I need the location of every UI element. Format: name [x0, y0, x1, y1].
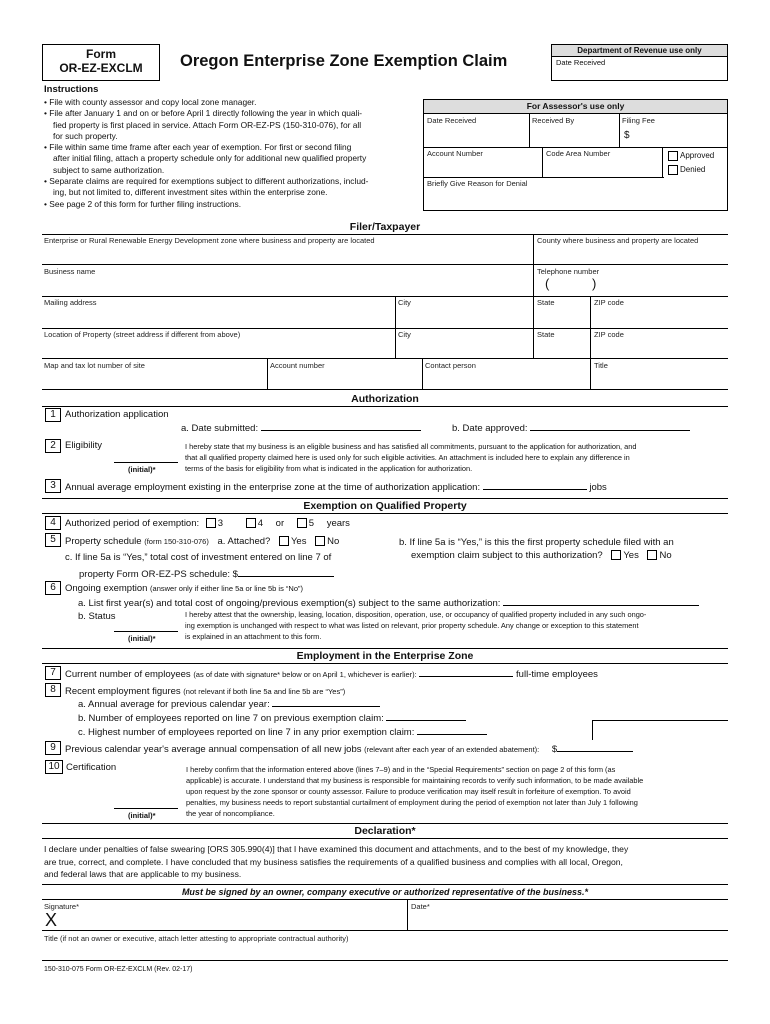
line-5-number: 5: [45, 533, 61, 547]
instruction-item: ing, but not limited to, different investment sites within the enterprise zone.: [53, 187, 328, 198]
line-1-number: 1: [45, 408, 61, 422]
first-schedule-yes-checkbox[interactable]: [611, 550, 621, 560]
jobs-field[interactable]: [483, 489, 587, 490]
denied-checkbox[interactable]: [668, 165, 678, 175]
dor-use-box: [551, 44, 728, 81]
compensation-field[interactable]: [557, 751, 633, 752]
initial-label-10: (initial)*: [128, 811, 156, 820]
annual-average-field[interactable]: [272, 706, 380, 707]
zip2-label: ZIP code: [594, 330, 624, 339]
state-label: State: [537, 298, 555, 307]
business-name-label: Business name: [44, 267, 96, 276]
declaration-text: I declare under penalties of false swearing [ORS 305.990(4)] that I have examined this document and attachments, and to the best of my knowledge, they are true, correct, and complete. I have concluded that my business satisfies the requirements of a qualified business and complies with all local, Oregon, and federal laws that are applicable to my business.: [44, 844, 629, 879]
assessor-filing-fee: Filing Fee: [622, 116, 655, 125]
highest-employees-field[interactable]: [417, 734, 487, 735]
approved-checkbox[interactable]: [668, 151, 678, 161]
date-approved-field[interactable]: [530, 430, 690, 431]
phone-area-open: (: [545, 276, 550, 291]
zip-label: ZIP code: [594, 298, 624, 307]
mailing-address-label: Mailing address: [44, 298, 97, 307]
initial-line-10[interactable]: [114, 808, 178, 809]
instructions-heading: Instructions: [44, 84, 99, 95]
instruction-item: • File with county assessor and copy local zone manager.: [44, 97, 257, 107]
footer-form-rev: 150-310-075 Form OR-EZ-EXCLM (Rev. 02-17): [44, 966, 193, 973]
instruction-item: • File after January 1 and on or before April 1 directly following the year in which quali-: [44, 108, 363, 119]
line-8: Recent employment figures (not relevant if both line 5a and line 5b are “Yes”): [65, 686, 346, 697]
period-5-checkbox[interactable]: [297, 518, 307, 528]
zone-label: Enterprise or Rural Renewable Energy Development zone where business and property are located: [44, 236, 375, 245]
must-sign-note: Must be signed by an owner, company executive or authorized representative of the business.*: [181, 887, 589, 897]
current-employees-field[interactable]: [419, 676, 513, 677]
title-field[interactable]: [42, 960, 728, 961]
line-3-number: 3: [45, 479, 61, 493]
ongoing-exemption-field[interactable]: [503, 605, 699, 606]
line-10-label: Certification: [66, 762, 117, 773]
first-schedule-no-checkbox[interactable]: [647, 550, 657, 560]
line-7: Current number of employees (as of date with signature* below or on April 1, whichever is earlier): full-time employees: [65, 669, 598, 680]
line-2-label: Eligibility: [65, 440, 102, 451]
line-4-number: 4: [45, 516, 61, 530]
assessor-account-number: Account Number: [427, 149, 483, 158]
previous-claim-employees-field[interactable]: [386, 720, 466, 721]
filer-section-title: Filer/Taxpayer: [349, 221, 421, 233]
employment-title: Employment in the Enterprise Zone: [296, 650, 474, 662]
line-6a: a. List first year(s) and total cost of ongoing/previous exemption(s) subject to the same authorization:: [78, 598, 699, 609]
declaration-title: Declaration*: [354, 825, 416, 837]
approved-option[interactable]: Approved: [668, 151, 714, 161]
attached-no-checkbox[interactable]: [315, 536, 325, 546]
date-approved: b. Date approved:: [452, 423, 690, 434]
line-6: Ongoing exemption (answer only if either line 5a or line 5b is “No”): [65, 583, 304, 594]
line-8-number: 8: [45, 683, 61, 697]
line-9-number: 9: [45, 741, 61, 755]
county-label: County where business and property are located: [537, 236, 699, 245]
line-7-number: 7: [45, 666, 61, 680]
instruction-item: • File within same time frame after each year of exemption. For first or second filing: [44, 142, 352, 153]
line-4: Authorized period of exemption: 3 4 or 5 years: [65, 518, 350, 529]
telephone-label: Telephone number: [537, 267, 600, 276]
attached-yes-checkbox[interactable]: [279, 536, 289, 546]
assessor-box: [423, 99, 728, 211]
date-submitted-field[interactable]: [261, 430, 421, 431]
city2-label: City: [398, 330, 411, 339]
certification-text: I hereby confirm that the information entered above (lines 7–9) and in the “Special Requirements” section on page 2 of this form (as applicable) is accurate. I understand that my business is responsible for maintaining records to verify such information, to be made available upon request by the zone sponsor or county assessor. Failure to produce verification may itself result in forfeiture of exemption. To avoid penalties, my business needs to report substantial curtailment of employment during the period of exemption not later than July 1 following the year of noncompliance.: [186, 765, 644, 818]
instruction-item: fied property is first placed in service. Attach Form OR-EZ-PS (150-310-076), for all: [53, 119, 362, 130]
denied-option[interactable]: Denied: [668, 165, 705, 175]
assessor-code-area: Code Area Number: [546, 149, 611, 158]
assessor-box-title: For Assessor's use only: [424, 100, 727, 114]
line-10-number: 10: [45, 760, 63, 774]
instruction-item: after initial filing, attach a property schedule only for additional new qualified property: [53, 153, 367, 164]
initial-line-2[interactable]: [114, 462, 178, 463]
period-3-checkbox[interactable]: [206, 518, 216, 528]
page-title: Oregon Enterprise Zone Exemption Claim: [180, 52, 508, 70]
instruction-item: • See page 2 of this form for further filing instructions.: [44, 198, 242, 209]
form-id: OR-EZ-EXCLM: [59, 61, 143, 75]
line-9: Previous calendar year's average annual compensation of all new jobs (relevant after each year of an extended abatement): $: [65, 744, 633, 755]
line-3: Annual average employment existing in the enterprise zone at the time of authorization application: jobs: [65, 482, 607, 493]
dor-box-title: Department of Revenue use only: [552, 45, 727, 57]
account-label: Account number: [270, 361, 325, 370]
phone-area-close: ): [592, 276, 597, 291]
period-4-checkbox[interactable]: [246, 518, 256, 528]
form-word: Form: [86, 47, 116, 61]
initial-label-6b: (initial)*: [128, 634, 156, 643]
instruction-item: • Separate claims are required for exemptions subject to different authorizations, includ-: [44, 176, 369, 187]
instruction-item: subject to same authorization.: [53, 164, 165, 175]
map-label: Map and tax lot number of site: [44, 361, 145, 370]
assessor-received-by: Received By: [532, 116, 575, 125]
city-label: City: [398, 298, 411, 307]
signature-label: Signature*: [44, 902, 80, 911]
form-id-box: [42, 44, 160, 81]
instructions-list: [44, 97, 420, 210]
line-5b: b. If line 5a is “Yes,” is this the first property schedule filed with an exemption claim subject to this authorization? Yes No: [399, 537, 674, 561]
date-label: Date*: [411, 902, 430, 911]
date-submitted: a. Date submitted:: [181, 423, 421, 434]
line-1-label: Authorization application: [65, 409, 169, 420]
exemption-title: Exemption on Qualified Property: [303, 500, 467, 512]
state2-label: State: [537, 330, 555, 339]
dor-date-received: Date Received: [556, 58, 606, 67]
line-8b: b. Number of employees reported on line 7 on previous exemption claim:: [78, 713, 466, 724]
investment-cost-field[interactable]: [238, 576, 334, 577]
location-label: Location of Property (street address if different from above): [44, 330, 241, 339]
line-8c: c. Highest number of employees reported on line 7 in any prior exemption claim:: [78, 727, 487, 738]
status-text: I hereby attest that the ownership, leasing, location, disposition, operation, use, or occupancy of qualified property included in any such ongo- ing exemption is unchanged with respect to what was listed on relevant, prior property schedule. Any change or exception to this statement is explained in an attachment to this form.: [185, 610, 647, 641]
eligibility-text: I hereby state that my business is an eligible business and has satisfied all commitments, pursuant to the application for authorization, and that all qualified property claimed here is used only for such eligible activities. An attachment is included here to explain any difference in terms of the basis for eligibility from what is indicated in the application for authorization.: [185, 442, 637, 473]
assessor-date-received: Date Received: [427, 116, 477, 125]
assessor-denial-reason: Briefly Give Reason for Denial: [427, 179, 528, 188]
filing-fee-dollar: $: [624, 130, 630, 141]
authorization-title: Authorization: [351, 393, 419, 405]
line-6-number: 6: [45, 581, 61, 595]
contact-label: Contact person: [425, 361, 476, 370]
instruction-item: for such property.: [53, 130, 118, 141]
line-6b: b. Status: [78, 611, 116, 622]
line-5c: c. If line 5a is “Yes,” total cost of investment entered on line 7 of property Form OR-EZ-PS schedule: $: [65, 549, 334, 583]
title-label: Title: [594, 361, 608, 370]
line-5: Property schedule (form 150-310-076) a. Attached? Yes No: [65, 536, 340, 547]
initial-label-2: (initial)*: [128, 465, 156, 474]
initial-line-6[interactable]: [114, 631, 178, 632]
signature-x[interactable]: X: [45, 910, 58, 930]
line-2-number: 2: [45, 439, 61, 453]
title-note: Title (if not an owner or executive, attach letter attesting to appropriate contractual authority): [44, 934, 349, 943]
line-8a: a. Annual average for previous calendar year:: [78, 699, 380, 710]
